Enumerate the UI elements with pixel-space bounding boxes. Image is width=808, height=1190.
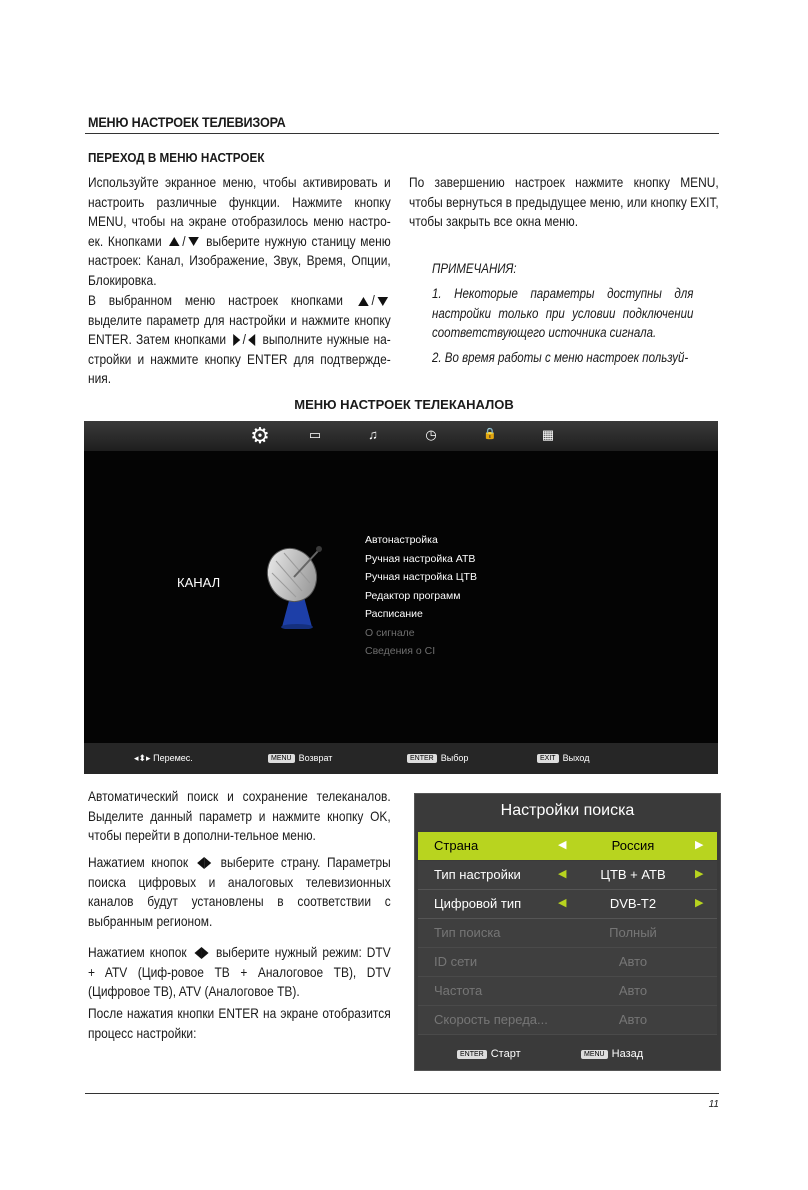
hint-label: Перемес. <box>153 753 193 763</box>
right-arrow-icon[interactable]: ▶ <box>695 868 704 880</box>
right-arrow-icon <box>204 857 211 869</box>
menu-item-signal-info: О сигнале <box>365 626 415 639</box>
setting-value: Россия <box>611 838 655 853</box>
satellite-dish-icon <box>262 539 332 629</box>
hint-move <box>134 753 193 764</box>
setting-row-network-id <box>418 948 717 977</box>
search-settings-panel <box>414 793 721 1071</box>
left-arrow-icon[interactable]: ◀ <box>558 839 567 851</box>
setting-label: Частота <box>434 983 483 998</box>
country-paragraph <box>88 853 391 931</box>
menu-item-manual-atv[interactable]: Ручная настройка АТВ <box>365 552 476 565</box>
exit-paragraph: По завершению настроек нажмите кнопку MENU, чтобы вернуться в предыдущее меню, или кнопку EXIT, чтобы закрыть все окна меню. <box>409 175 719 229</box>
hint-label: Выход <box>562 753 590 763</box>
navigation-paragraph <box>88 291 391 389</box>
section-heading: ПЕРЕХОД В МЕНЮ НАСТРОЕК <box>88 150 265 165</box>
down-arrow-icon <box>188 237 199 246</box>
music-note-icon[interactable]: ♫ <box>368 427 378 442</box>
page-number: 11 <box>708 1099 719 1110</box>
move-arrows-icon: ◂⬍▸ <box>134 753 151 763</box>
text-fragment: выберите нужную станицу меню настроек: Канал, Изображение, Звук, Время, Опции, Блокировка. <box>88 233 391 288</box>
text-fragment: выделите параметр для настройки и нажмите кнопку ENTER. Затем кнопками <box>88 312 391 347</box>
setting-value: Полный <box>609 925 657 940</box>
hint-label: Выбор <box>440 753 469 763</box>
separator: / <box>242 332 246 347</box>
setting-row-search-type <box>418 919 717 948</box>
separator: / <box>182 233 186 249</box>
separator: / <box>371 293 375 308</box>
grid-icon[interactable]: ▦ <box>541 427 555 442</box>
setting-value: Авто <box>618 983 648 998</box>
mode-paragraph <box>88 943 391 1002</box>
lock-icon[interactable]: 🔒 <box>483 428 497 440</box>
footer-divider <box>85 1093 719 1094</box>
text-fragment: выберите страну. Параметры поиска цифровых и аналоговых телевизионных каналов будут установлены в соответствии с выбранным регионом. <box>88 855 391 929</box>
setting-label: Цифровой тип <box>434 896 522 911</box>
right-arrow-icon <box>201 947 208 959</box>
tv-menu-footer <box>84 743 718 774</box>
setting-value: ЦТВ + АТВ <box>600 867 666 882</box>
panel-footer <box>415 1044 720 1066</box>
up-arrow-icon <box>358 297 369 306</box>
hint-back <box>581 1048 643 1060</box>
hint-exit <box>537 753 590 763</box>
setting-value: DVB-T2 <box>609 896 657 911</box>
menu-key-icon: MENU <box>581 1050 608 1059</box>
left-arrow-icon <box>194 947 201 959</box>
intro-paragraph <box>88 173 391 290</box>
left-arrow-icon <box>197 857 204 869</box>
text-fragment: выберите нужный режим: DTV + ATV (Циф-ровое ТВ + Аналоговое ТВ), DTV (Цифровое ТВ), ATV (Аналоговое ТВ). <box>88 945 391 999</box>
setting-row-digital-type[interactable] <box>418 890 717 919</box>
right-arrow-icon[interactable]: ▶ <box>695 839 704 851</box>
setting-label: Тип настройки <box>434 867 521 882</box>
text-fragment: Нажатием кнопок <box>88 855 189 870</box>
text-fragment: Нажатием кнопок <box>88 945 187 960</box>
setting-row-frequency <box>418 977 717 1006</box>
tv-menu-body <box>84 451 718 743</box>
setting-label: Тип поиска <box>434 925 501 940</box>
autotune-paragraph: Автоматический поиск и сохранение телеканалов. Выделите данный параметр и нажмите кнопку OK, чтобы перейти в дополни-тельное меню. <box>88 789 391 843</box>
hint-label: Старт <box>490 1048 521 1060</box>
setting-label: Скорость переда... <box>434 1012 548 1027</box>
channel-menu-list <box>365 531 477 661</box>
menu-section-label: КАНАЛ <box>177 575 221 590</box>
panel-title: Настройки поиска <box>500 802 635 819</box>
section-heading: МЕНЮ НАСТРОЕК ТЕЛЕКАНАЛОВ <box>294 397 514 412</box>
enter-key-icon: ENTER <box>407 754 437 763</box>
text-fragment: В выбранном меню настроек кнопками <box>88 293 343 308</box>
left-arrow-icon[interactable]: ◀ <box>558 868 567 880</box>
note-item: 2. Во время работы с меню настроек пользуй- <box>432 350 689 365</box>
right-arrow-icon <box>233 334 240 346</box>
setting-value: Авто <box>618 954 648 969</box>
menu-item-ci-info: Сведения о CI <box>365 645 436 657</box>
setting-row-symbol-rate <box>418 1006 717 1035</box>
setting-row-country[interactable] <box>418 832 717 860</box>
text-fragment: Используйте экранное меню, чтобы активировать и настроить различные функции. Нажмите кнопку MENU, чтобы на экране отобразилось меню настро-ек. Кнопками <box>88 175 391 249</box>
title-divider <box>85 133 719 134</box>
hint-label: Возврат <box>298 753 333 763</box>
tv-menu-screenshot <box>84 421 718 774</box>
setting-row-tuning-type[interactable] <box>418 861 717 890</box>
setting-label: ID сети <box>434 954 478 969</box>
menu-item-schedule[interactable]: Расписание <box>365 608 423 620</box>
setting-value: Авто <box>618 1012 648 1027</box>
page-title: МЕНЮ НАСТРОЕК ТЕЛЕВИЗОРА <box>88 114 286 130</box>
setting-label: Страна <box>434 838 479 853</box>
enter-key-icon: ENTER <box>457 1050 487 1059</box>
hint-label: Назад <box>611 1048 644 1060</box>
tv-menu-tabs <box>84 421 718 451</box>
menu-key-icon: MENU <box>268 754 295 763</box>
menu-item-manual-dtv[interactable]: Ручная настройка ЦТВ <box>365 571 477 583</box>
up-arrow-icon <box>169 237 180 246</box>
enter-paragraph: После нажатия кнопки ENTER на экране отобразится процесс настройки: <box>88 1006 391 1041</box>
exit-key-icon: EXIT <box>537 754 559 763</box>
down-arrow-icon <box>378 297 389 306</box>
picture-icon[interactable]: ▭ <box>308 427 322 442</box>
note-item: 1. Некоторые параметры доступны для настройки только при условии подключении соответствующего источника сигнала. <box>432 286 694 340</box>
hint-start <box>457 1048 521 1060</box>
hint-select <box>407 753 468 763</box>
left-arrow-icon[interactable]: ◀ <box>558 897 567 909</box>
right-arrow-icon[interactable]: ▶ <box>695 897 704 909</box>
hint-back <box>268 753 332 763</box>
gear-icon[interactable]: ⚙ <box>250 423 270 448</box>
text-fragment: выполните нужные на-стройки и нажмите кнопку ENTER для подтвержде-ния. <box>88 332 391 386</box>
menu-item-program-editor[interactable]: Редактор программ <box>365 589 461 602</box>
clock-icon[interactable]: ◷ <box>425 427 437 442</box>
notes-title: ПРИМЕЧАНИЯ: <box>432 261 517 276</box>
left-arrow-icon <box>249 334 256 346</box>
menu-item-autotuning[interactable]: Автонастройка <box>365 534 438 546</box>
